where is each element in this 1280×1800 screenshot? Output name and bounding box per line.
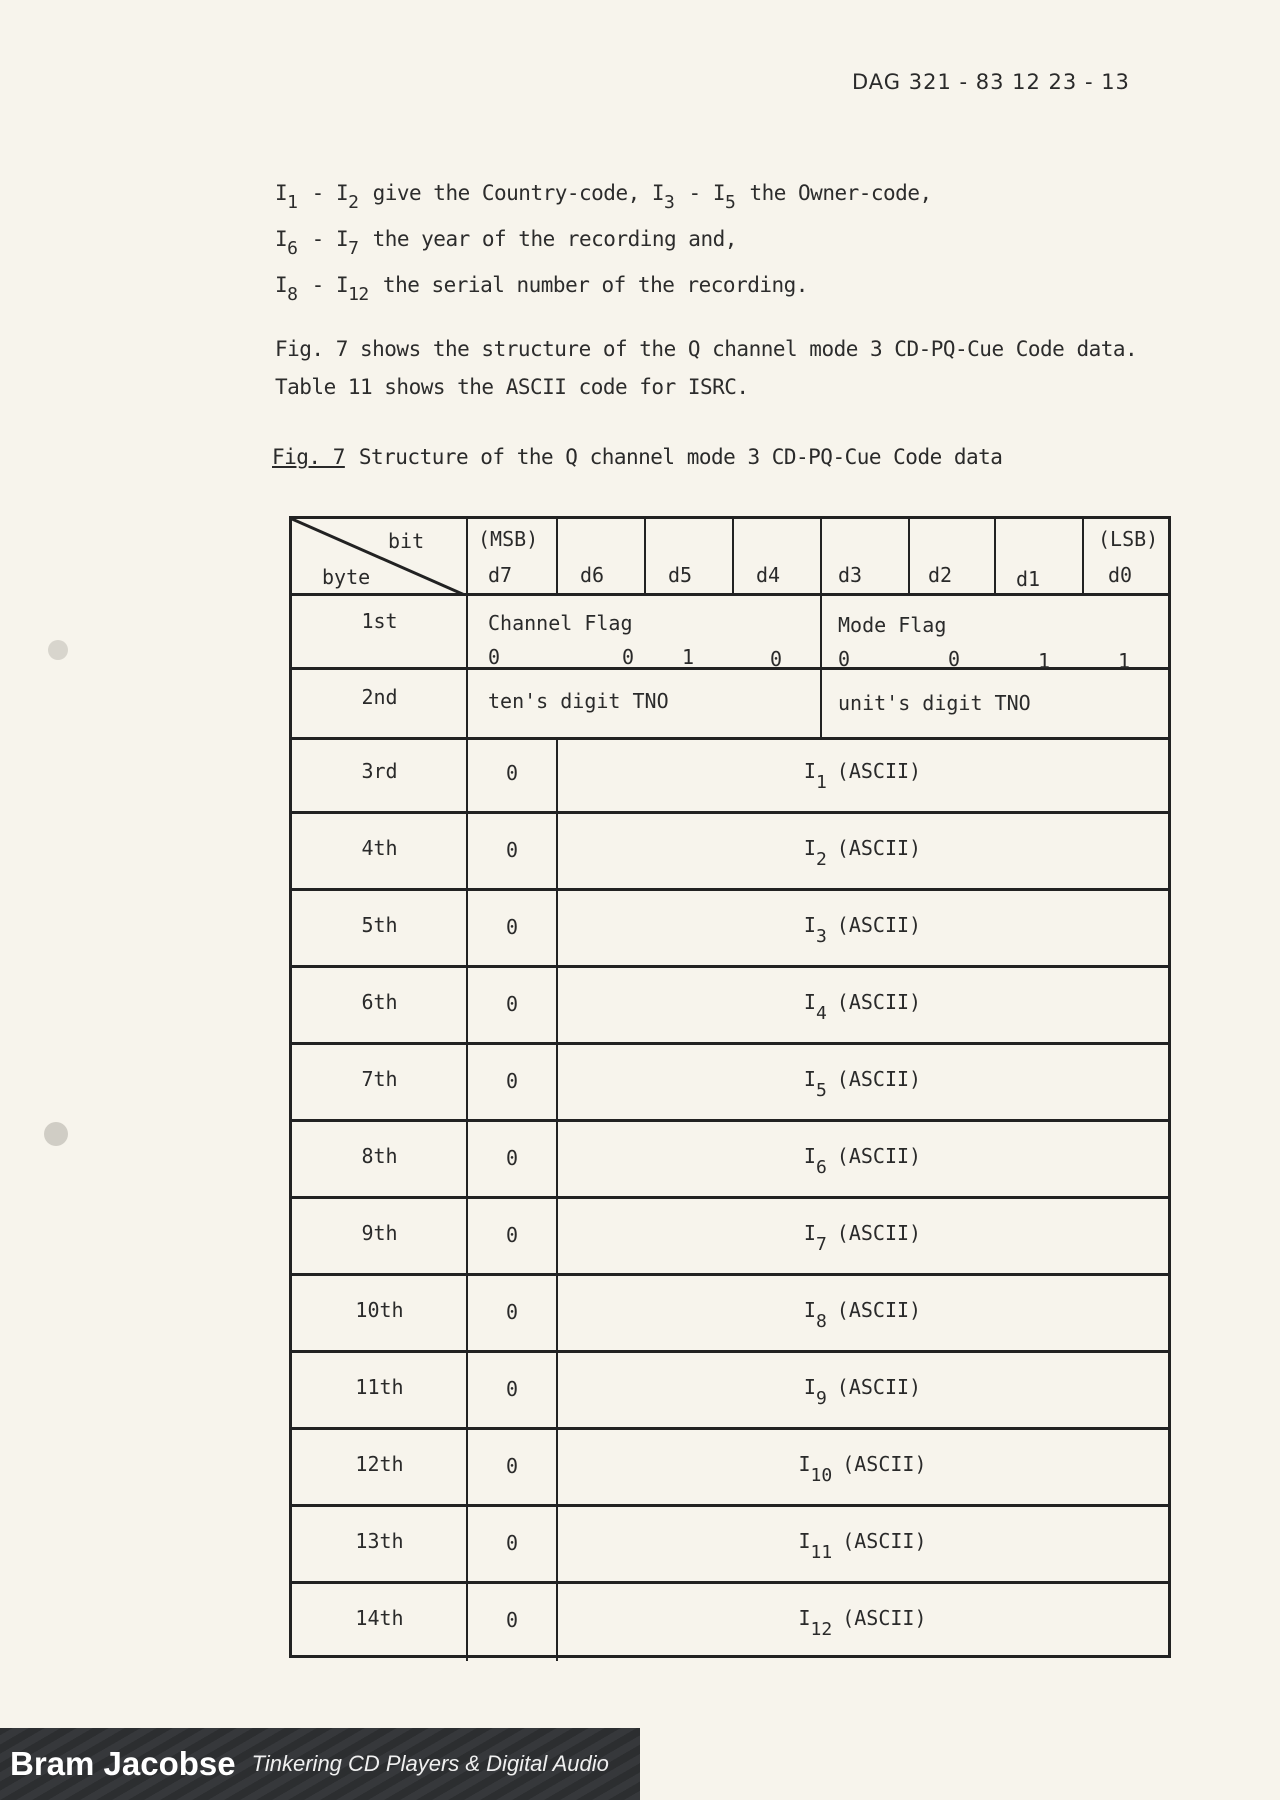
figure-reference-line-2: Table 11 shows the ASCII code for ISRC.: [275, 375, 749, 399]
row-bit-d7-value: 0: [505, 1069, 519, 1093]
row-divider: [292, 1273, 1168, 1276]
row-bit-d7-value: 0: [505, 1531, 519, 1555]
row-bit-d7-value: 0: [505, 915, 519, 939]
row-divider: [292, 1196, 1168, 1199]
row-label: 12th: [355, 1452, 404, 1476]
row-label: 8th: [361, 1144, 398, 1168]
tens-digit-tno: ten's digit TNO: [488, 689, 669, 713]
column-divider: [908, 519, 910, 596]
row-divider: [292, 737, 1168, 740]
row1-bit-d4: 0: [770, 647, 783, 671]
row-divider: [292, 1581, 1168, 1584]
bit-d0: d0: [1108, 563, 1133, 587]
row-label: 5th: [361, 913, 398, 937]
isrc-character-cell: $I_{10}$ (ASCII): [798, 1452, 927, 1486]
isrc-character-cell: $I_5$ (ASCII): [803, 1067, 922, 1101]
bit-d7: d7: [488, 563, 513, 587]
row-label: 10th: [355, 1298, 404, 1322]
column-divider: [732, 519, 734, 596]
row-label: 6th: [361, 990, 398, 1014]
column-divider: [556, 739, 558, 1661]
row1-bit-d5: 1: [682, 645, 695, 669]
row-label: 13th: [355, 1529, 404, 1553]
row-divider: [292, 1119, 1168, 1122]
row-label-1st: 1st: [361, 609, 398, 633]
row1-bit-d3: 0: [838, 647, 851, 671]
row-divider: [292, 1042, 1168, 1045]
site-banner: [0, 1728, 640, 1800]
column-divider: [644, 519, 646, 596]
row-bit-d7-value: 0: [505, 1300, 519, 1324]
row1-bit-d0: 1: [1118, 649, 1131, 673]
row-label: 4th: [361, 836, 398, 860]
q-channel-structure-table: [289, 516, 1171, 1658]
banner-tagline: Tinkering CD Players & Digital Audio: [251, 1751, 609, 1776]
isrc-character-cell: $I_2$ (ASCII): [803, 836, 922, 870]
row-label: 3rd: [361, 759, 398, 783]
row-divider: [292, 811, 1168, 814]
row-bit-d7-value: 0: [505, 1454, 519, 1478]
figure-label: Fig. 7: [272, 445, 345, 469]
bit-d1: d1: [1016, 567, 1041, 591]
column-divider: [820, 519, 822, 739]
row-label: 14th: [355, 1606, 404, 1630]
isrc-character-cell: $I_6$ (ASCII): [803, 1144, 922, 1178]
row1-bit-d7: 0: [488, 645, 501, 669]
isrc-character-cell: $I_3$ (ASCII): [803, 913, 922, 947]
row-bit-d7-value: 0: [505, 1223, 519, 1247]
mode-flag-label: Mode Flag: [838, 613, 947, 637]
corner-diagonal: [292, 519, 467, 596]
corner-byte-label: byte: [322, 565, 371, 589]
isrc-character-cell: $I_9$ (ASCII): [803, 1375, 922, 1409]
row-label: 7th: [361, 1067, 398, 1091]
figure-caption: [272, 445, 1002, 469]
isrc-character-cell: $I_{12}$ (ASCII): [798, 1606, 927, 1640]
row-bit-d7-value: 0: [505, 1146, 519, 1170]
row-bit-d7-value: 0: [505, 761, 519, 785]
row-divider: [292, 1427, 1168, 1430]
figure-reference-paragraph: [275, 330, 1137, 406]
scan-speck: [48, 640, 68, 660]
row-bit-d7-value: 0: [505, 1377, 519, 1401]
column-divider: [556, 519, 558, 596]
row-divider: [292, 965, 1168, 968]
figure-title: Structure of the Q channel mode 3 CD-PQ-Cue Code data: [358, 445, 1003, 469]
column-divider: [994, 519, 996, 596]
banner-author-name: Bram Jacobse: [10, 1745, 236, 1782]
row1-bit-d1: 1: [1038, 649, 1051, 673]
isrc-character-cell: $I_4$ (ASCII): [803, 990, 922, 1024]
row-divider: [292, 593, 1168, 596]
row-divider: [292, 1350, 1168, 1353]
intro-line-3: $I_8 - I_{12}$ the serial number of the recording.: [275, 273, 808, 305]
bit-d3: d3: [838, 563, 863, 587]
units-digit-tno: unit's digit TNO: [838, 691, 1031, 715]
row1-bit-d2: 0: [948, 647, 961, 671]
isrc-character-cell: $I_8$ (ASCII): [803, 1298, 922, 1332]
row-bit-d7-value: 0: [505, 992, 519, 1016]
row-label: 11th: [355, 1375, 404, 1399]
row-divider: [292, 1504, 1168, 1507]
row-bit-d7-value: 0: [505, 1608, 519, 1632]
intro-line-1: $I_1 - I_2$ give the Country-code, $I_3 - I_5$ the Owner-code,: [275, 181, 932, 213]
row-divider: [292, 888, 1168, 891]
bit-d6: d6: [580, 563, 605, 587]
column-divider: [1082, 519, 1084, 596]
isrc-character-cell: $I_7$ (ASCII): [803, 1221, 922, 1255]
document-reference: DAG 321 - 83 12 23 - 13: [852, 70, 1130, 94]
row1-bit-d6: 0: [622, 645, 635, 669]
isrc-character-cell: $I_{11}$ (ASCII): [798, 1529, 927, 1563]
corner-bit-label: bit: [388, 529, 425, 553]
scan-speck: [44, 1122, 68, 1146]
row-bit-d7-value: 0: [505, 838, 519, 862]
msb-label: (MSB): [478, 527, 539, 551]
row-label-2nd: 2nd: [361, 685, 398, 709]
bit-d4: d4: [756, 563, 781, 587]
intro-line-2: $I_6 - I_7$ the year of the recording and,: [275, 227, 737, 259]
bit-d5: d5: [668, 563, 693, 587]
channel-flag-label: Channel Flag: [488, 611, 633, 635]
row-label: 9th: [361, 1221, 398, 1245]
isrc-character-cell: $I_1$ (ASCII): [803, 759, 922, 793]
row-divider: [292, 667, 1168, 670]
lsb-label: (LSB): [1098, 527, 1159, 551]
bit-d2: d2: [928, 563, 953, 587]
intro-paragraph: [275, 175, 932, 313]
figure-reference-line-1: Fig. 7 shows the structure of the Q channel mode 3 CD-PQ-Cue Code data.: [275, 337, 1138, 361]
